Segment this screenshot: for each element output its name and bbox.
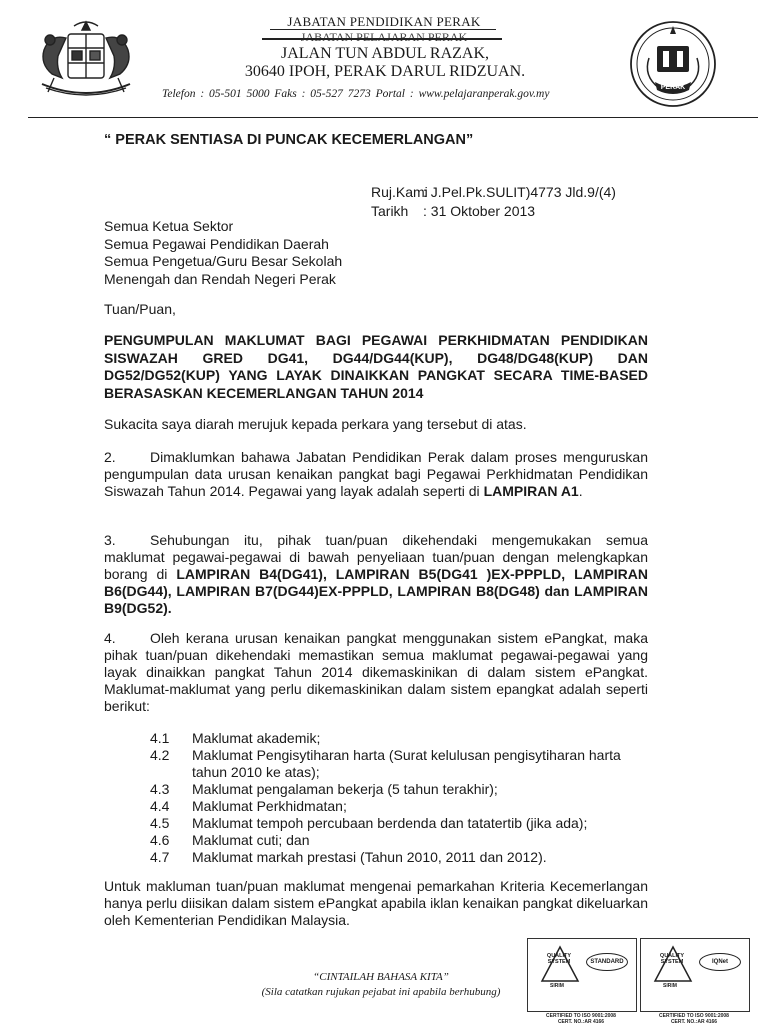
list-item	[150, 730, 650, 747]
cert-caption-line: CERTIFIED TO ISO 9001:2008	[640, 1014, 748, 1020]
quality-system-label: QUALITY SYSTEM	[657, 953, 687, 965]
letterhead-divider	[28, 117, 758, 118]
paragraph-4	[104, 630, 648, 715]
list-item	[150, 832, 650, 849]
perak-education-logo	[627, 18, 719, 110]
footer-note: (Sila catatkan rujukan pejabat ini apabila berhubung)	[226, 986, 536, 998]
recipients-block	[104, 218, 342, 288]
info-item-list	[150, 730, 650, 866]
list-item	[150, 849, 650, 866]
iqnet-oval-logo: IQNet	[699, 953, 741, 971]
date-value: : 31 Oktober 2013	[423, 203, 535, 219]
cert-caption	[527, 1014, 635, 1025]
item-text: Maklumat tempoh percubaan berdenda dan tatatertib (jika ada);	[192, 815, 650, 832]
item-number: 4.7	[150, 849, 192, 866]
cert-caption-line: CERTIFIED TO ISO 9001:2008	[527, 1014, 635, 1020]
item-number: 4.2	[150, 747, 192, 781]
struck-old-department-name: JABATAN PELAJARAN PERAK	[262, 30, 506, 45]
cert-caption	[640, 1014, 748, 1025]
opening-paragraph: Sukacita saya diarah merujuk kepada perkara yang tersebut di atas.	[104, 416, 648, 433]
paragraph-3	[104, 532, 648, 617]
item-number: 4.5	[150, 815, 192, 832]
item-number: 4.4	[150, 798, 192, 815]
date-label: Tarikh	[371, 202, 423, 221]
paragraph-2	[104, 449, 648, 500]
list-item	[150, 747, 650, 781]
paragraph-bold-ref: LAMPIRAN B4(DG41), LAMPIRAN B5(DG41 )EX-PPPLD, LAMPIRAN B6(DG44), LAMPIRAN B7(DG44)EX-PPPLD, LAMPIRAN B8(DG48) dan LAMPIRAN B9(DG52)	[104, 566, 648, 616]
item-text: Maklumat Pengisytiharan harta (Surat kelulusan pengisytiharan harta tahun 2010 ke atas);	[192, 747, 650, 781]
list-item	[150, 781, 650, 798]
item-number: 4.1	[150, 730, 192, 747]
cert-caption-line: CERT. NO.:AR 4166	[640, 1020, 748, 1025]
cert-caption-line: CERT. NO.:AR 4166	[527, 1020, 635, 1025]
paragraph-end: .	[579, 483, 583, 499]
paragraph-end: .	[168, 600, 172, 616]
recipient-line: Semua Pegawai Pendidikan Daerah	[104, 236, 342, 254]
standard-oval-logo: STANDARD	[586, 953, 628, 971]
closing-paragraph: Untuk makluman tuan/puan maklumat mengenai pemarkahan Kriteria Kecemerlangan hanya perlu diisikan dalam sistem ePangkat apabila iklan kenaikan pangkat dikeluarkan oleh Kementerian Pendidikan Malaysia.	[104, 878, 648, 929]
sirim-label: SIRIM	[550, 983, 564, 989]
item-number: 4.3	[150, 781, 192, 798]
motto: “ PERAK SENTIASA DI PUNCAK KECEMERLANGAN”	[104, 132, 473, 148]
list-item	[150, 798, 650, 815]
item-number: 4.6	[150, 832, 192, 849]
malaysia-coat-of-arms-logo	[30, 18, 142, 106]
department-name: JABATAN PENDIDIKAN PERAK	[274, 14, 494, 30]
item-text: Maklumat pengalaman bekerja (5 tahun terakhir);	[192, 781, 650, 798]
footer-motto: “CINTAILAH BAHASA KITA”	[246, 971, 516, 983]
item-text: Maklumat Perkhidmatan;	[192, 798, 650, 815]
recipient-line: Menengah dan Rendah Negeri Perak	[104, 271, 342, 289]
salutation: Tuan/Puan,	[104, 301, 176, 317]
recipient-line: Semua Ketua Sektor	[104, 218, 342, 236]
list-item	[150, 815, 650, 832]
ruj-value: : J.Pel.Pk.SULIT)4773 Jld.9/(4)	[423, 184, 616, 200]
paragraph-text: Sehubungan itu, pihak tuan/puan dikehendaki mengemukakan semua maklumat pegawai-pegawai di bawah penyeliaan tuan/puan dengan melengkapkan borang di	[104, 532, 648, 582]
paragraph-number: 3.	[104, 532, 150, 549]
iso-cert-badge-standard	[527, 938, 637, 1012]
paragraph-number: 4.	[104, 630, 150, 647]
recipient-line: Semua Pengetua/Guru Besar Sekolah	[104, 253, 342, 271]
item-text: Maklumat akademik;	[192, 730, 650, 747]
paragraph-text: Oleh kerana urusan kenaikan pangkat menggunakan sistem ePangkat, maka pihak tuan/puan dikehendaki memastikan semua maklumat pegawai-pegawai yang layak dinaikkan pangkat Tahun 2014 dikemaskinikan di dalam sistem ePangkat. Maklumat-maklumat yang perlu dikemaskinikan dalam sistem epangkat adalah seperti berikut:	[104, 630, 648, 714]
quality-system-label: QUALITY SYSTEM	[544, 953, 574, 965]
perak-logo-text: PERAK	[661, 84, 686, 91]
item-text: Maklumat markah prestasi (Tahun 2010, 2011 dan 2012).	[192, 849, 650, 866]
address-line-1: JALAN TUN ABDUL RAZAK,	[230, 45, 540, 63]
paragraph-bold-ref: LAMPIRAN A1	[484, 483, 579, 499]
strikethrough-bar	[262, 38, 502, 40]
item-text: Maklumat cuti; dan	[192, 832, 650, 849]
iso-cert-badge-iqnet	[640, 938, 750, 1012]
paragraph-text: Dimaklumkan bahawa Jabatan Pendidikan Perak dalam proses menguruskan pengumpulan data urusan kenaikan pangkat bagi Pegawai Perkhidmatan Pendidikan Siswazah Tahun 2014. Pegawai yang layak adalah seperti di	[104, 449, 648, 499]
contact-line: Telefon : 05-501 5000 Faks : 05-527 7273 Portal : www.pelajaranperak.gov.my	[162, 88, 622, 100]
ruj-label: Ruj.Kami	[371, 183, 423, 202]
address-line-2: 30640 IPOH, PERAK DARUL RIDZUAN.	[230, 63, 540, 81]
subject-heading: PENGUMPULAN MAKLUMAT BAGI PEGAWAI PERKHIDMATAN PENDIDIKAN SISWAZAH GRED DG41, DG44/DG44(KUP), DG48/DG48(KUP) DAN DG52/DG52(KUP) YANG LAYAK DINAIKKAN PANGKAT SECARA TIME-BASED BERASASKAN KECEMERLANGAN TAHUN 2014	[104, 332, 648, 402]
reference-block	[371, 183, 616, 221]
paragraph-number: 2.	[104, 449, 150, 466]
sirim-label: SIRIM	[663, 983, 677, 989]
